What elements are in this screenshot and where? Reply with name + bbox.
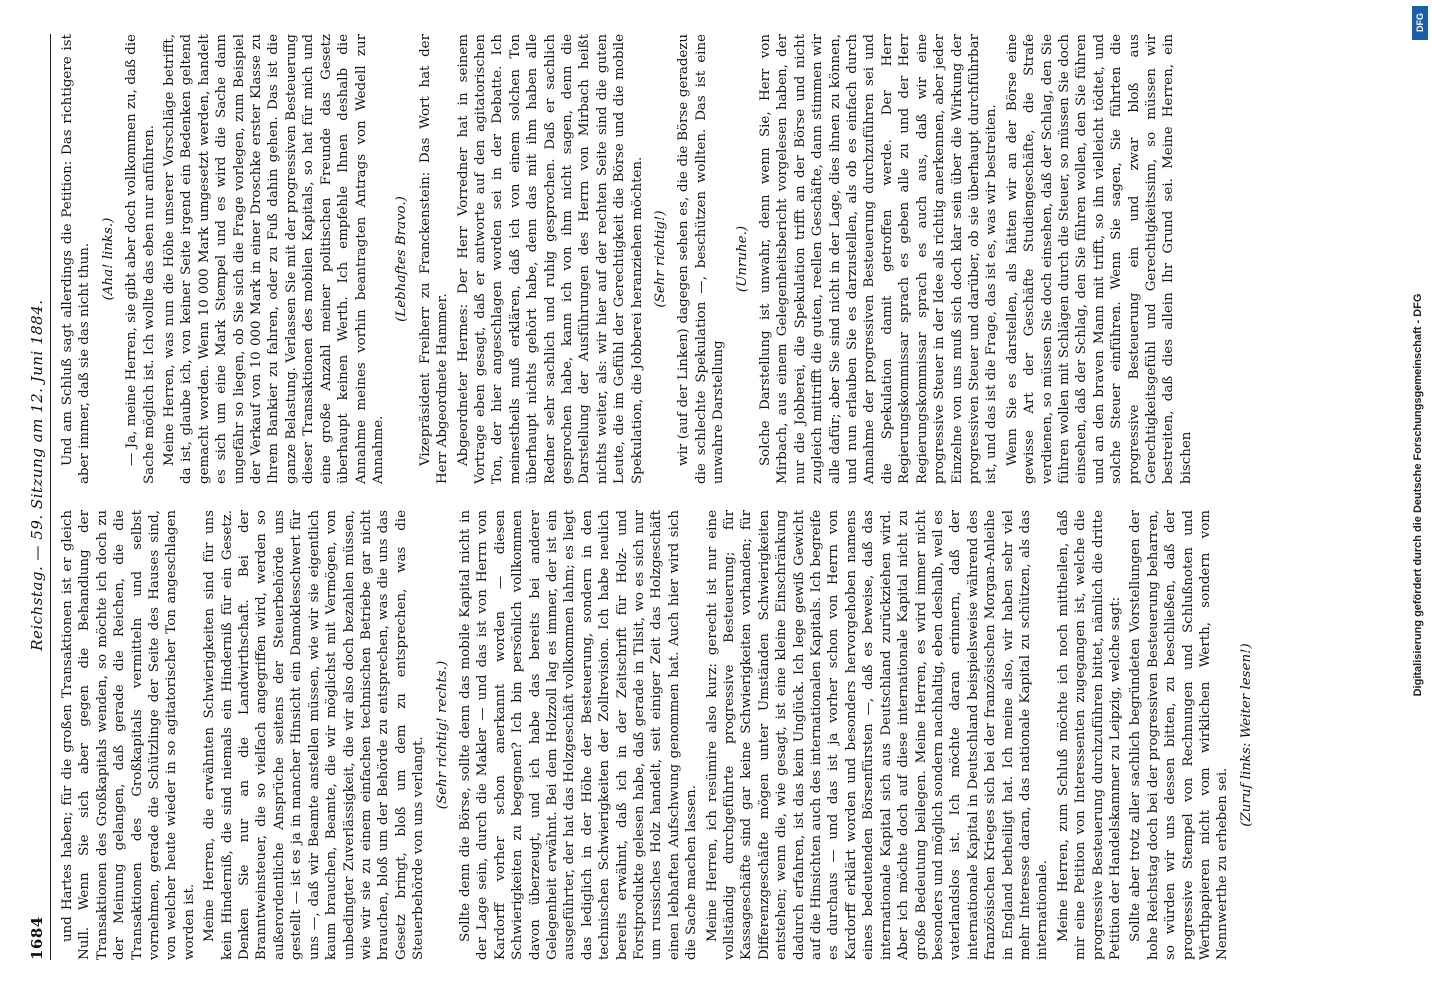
paragraph: Solche Darstellung ist unwahr, denn wenn Sie, Herr von Mirbach, aus einem Gelegenheitsbericht vorgelesen haben, der nur die Jobberei, die Spekulation trifft an der Börse und nicht zugleich mittrifft die guten, reellen Geschäfte, dann stimmen wir alle dafür; aber Sie sind nicht in der Lage, dies ihnen zu können, und nun erlauben Sie es darzustellen, als ob es einfach durch Annahme der progressiven Besteuerung durchzuführen sei und die Spekulation damit getroffen werde. Der Herr Regierungskommissar sprach es geben alle zu und der Herr Regierungskommissar sprach es auch aus, daß wir eine progressive Steuer in der Idee als richtig anerkennen, aber jeder Einzelne von uns muß sich doch klar sein über die Wirkung der progressiven Steuer und darüber, ob sie überhaupt durchführbar ist, und das ist die Frage, das ist es, was wir bestreiten. <box>758 34 1000 484</box>
text-columns <box>59 34 1359 960</box>
paragraph: Meine Herren, ich resümire also kurz: gerecht ist nur eine vollständig durchgeführte progressive Besteuerung; für Kassageschäfte sind gar keine Schwierigkeiten vorhanden; für Differenzgeschäfte mögen unter Umständen Schwierigkeiten entstehen; wenn die, wie gesagt, ist eine kleine Einschränkung dadurch erfahren, ist das kein Unglück. Ich lege gewiß Gewicht auf die Hinsichten auch des internationalen Kapitals. Ich begreife es durchaus — und das ist ja vorher schon von Herrn von Kardorff erklärt worden und besonders hervorgehoben namens eines bedeutenden Börsenfürsten —, daß es beweise, daß das internationale Kapital sich aus Deutschland zurückziehen wird. Aber ich möchte doch auf diese internationale Kapital nicht zu große Bedeutung beilegen. Meine Herren, es wird immer nicht besonders und möglich sondern nachhaltig, eben deshalb, weil es vaterlandslos ist. Ich möchte daran erinnern, daß der internationale Kapital in Deutschland beispielsweise während des französischen Krieges sich bei der französischen Morgan-Anleihe in England betheiligt hat. Ich meine also, wir haben sehr viel mehr Interesse daran, das nationale Kapital zu schützen, als das internationale. <box>704 510 1051 960</box>
paragraph: Meine Herren, die erwähnten Schwierigkeiten sind für uns kein Hinderniß, die sind niemals ein Hinderniß für ein Gesetz. Denken Sie nur an die Landwirthschaft. Bei der Branntweinsteuer, die so vielfach angegriffen wird, werden so außerordentliche Ansprüche seitens der Steuerbehörde uns gestellt — ist es ja in mancher Hinsicht ein Damoklesschwert für uns —, daß wir Beamte anstellen müssen, wie wir sie eigentlich kaum brauchen, Beamte, die wir möglichst mit Vermögen, von unbedingter Zuverlässigkeit, die wir also doch bezahlen müssen, wie wir sie zu einem einfachen technischen Betriebe gar nicht brauchen, bloß um der Behörde zu entsprechen, was die uns das Gesetz bringt, bloß um dem zu entsprechen, was die Steuerbehörde von uns verlangt. <box>202 510 427 960</box>
paragraph: wir (auf der Linken) dagegen sehen es, die die Börse geradezu die schlechte Spekulation —, beschützen wollten. Das ist eine unwahre Darstellung <box>676 34 727 484</box>
paragraph: — Ja, meine Herren, sie gibt aber doch vollkommen zu, daß die Sache möglich ist. Ich wollte das eben nur anführen. <box>124 34 157 484</box>
paragraph: (Aha! links.) <box>100 217 116 301</box>
paragraph: (Zuruf links: Weiter lesen!) <box>1238 643 1254 827</box>
paragraph: (Lebhaftes Bravo.) <box>394 196 410 322</box>
paragraph: (Sehr richtig! rechts.) <box>434 660 450 810</box>
running-title: Reichstag. — 59. Sitzung am 12. Juni 1884. <box>28 299 46 651</box>
paragraph: Sollte aber trotz aller sachlich begründeten Vorstellungen der hohe Reichstag doch bei der progressiven Besteuerung beharren, so würden wir uns dessen bitten, zu beschließen, daß der progressive Stempel von Rechnungen und Schlußnoten und Werthpapieren nicht vom wirklichen Werth, sondern vom Nennwerthe zu erheben sei. <box>1128 510 1231 960</box>
paragraph: Meine Herren, zum Schluß möchte ich noch mittheilen, daß mir eine Petition von Interessenten zugegangen ist, welche die progressive Besteuerung durchzuführen bittet, nämlich die dritte Petition der Handelskammer zu Leipzig, welche sagt: <box>1055 510 1123 960</box>
dfg-logo: DFG <box>1412 6 1428 40</box>
paragraph: Wenn Sie es darstellen, als hätten wir an der Börse eine gewisse Art der Geschäfte Studiengeschäfte, die Strafe verdienen, so müssen Sie doch einsehen, daß der Schlag, den Sie führen wollen mit Schlägen durch die Steuer, so müssen Sie doch einsehen, daß der Schlag, den Sie führen wollen, den Sie führen und an den braven Mann mit trifft, so ihn vielleicht tödtet, und solche Steuer einführen. Wenn Sie sagen, Sie führten die progressive Besteuerung ein und zwar bloß aus Gerechtigkeitsgefühl und Gerechtigkeitssinn, so müssen wir bestreiten, daß dies allein Ihr Grund sei. Meine Herren, ein bischen <box>1004 34 1194 484</box>
paragraph: Abgeordneter Hermes: Der Herr Vorredner hat in seinem Vortrage eben gesagt, daß er antworte auf den agitatorischen Ton, der hier angeschlagen worden sei in der Debatte. Ich meinestheils muß erklären, daß ich von einem solchen Ton überhaupt nichts gehört habe, denn das mit ihm haben alle Redner sehr sachlich und ruhig gesprochen. Daß er sachlich gesprochen habe, kann ich von ihm nicht sagen, denn die Darstellung der Ausführungen des Herrn von Mirbach heißt nichts weiter, als: wir hier auf der rechten Seite sind die guten Leute, die im Gefühl der Gerechtigkeit die Börse und die mobile Spekulation, die Jobberei heranziehen möchten. <box>455 34 645 484</box>
paragraph: (Sehr richtig!) <box>653 210 668 308</box>
paragraph: (Unruhe.) <box>734 225 750 293</box>
paragraph: Und am Schluß sagt allerdings die Petition: Das richtigere ist aber immer, daß sie das nicht thun. <box>60 34 93 484</box>
page-number: 1684 <box>28 916 46 960</box>
left-column <box>59 510 1359 960</box>
paragraph: Vizepräsident Freiherr zu Franckenstein: Das Wort hat der Herr Abgeordnete Hammer. <box>417 34 451 484</box>
digitization-credit-bar <box>1410 0 1432 1000</box>
paragraph: Meine Herren, was nun die Höhe unserer Vorschläge betrifft, da ist, glaube ich, von keiner Seite irgend ein Bedenken geltend gemacht worden. Wenn 10 000 Mark umgesetzt werden, handelt es sich um eine Mark Stempel und es wird die Sache dann ungefähr so liegen, ob Sie sich die Frage vorlegen, zum Beispiel der Verkauf von 10 000 Mark in einer Droschke erster Klasse zu Ihrem Bankier zu fahren, oder zu Fuß dahin gehen. Das ist die ganze Belastung. Verlassen Sie mit der progressiven Besteuerung dieser Transaktionen des mobilen Kapitals, so hat für mich und eine große Anzahl meiner politischen Freunde das Gesetz überhaupt keinen Werth. Ich empfehle Ihnen deshalb die Annahme meines vorhin beantragten Antrags von Wedell zur Annahme. <box>162 34 386 484</box>
page-header <box>28 34 51 960</box>
paragraph: Sollte denn die Börse, sollte denn das mobile Kapital nicht in der Lage sein, durch die Makler — und das ist von Herrn von Kardorff vorher schon anerkannt worden — diesen Schwierigkeiten zu begegnen? Ich bin persönlich vollkommen davon überzeugt, und ich habe das bereits bei anderer Gelegenheit erwähnt. Bei dem Holzzoll lag es immer, der ist ein ausgeführter, der hat das Holzgeschäft vollkommen lahm; es liegt das lediglich in der Höhe der Besteuerung, sondern in den technischen Schwierigkeiten der Zollrevision. Ich habe neulich bereits erwähnt, daß ich in der Zeitschrift für Holz- und Forstprodukte gelesen habe, daß gerade in Tilsit, wo es sich nur um russisches Holz handelt, seit einiger Zeit das Holzgeschäft einen lebhaften Aufschwung genommen hat. Auch hier wird sich die Sache machen lassen. <box>457 510 700 960</box>
digitization-credit: Digitalisierung gefördert durch die Deutsche Forschungsgemeinschaft - DFG <box>1412 293 1424 697</box>
paragraph: und Hartes haben; für die großen Transaktionen ist er gleich Null. Wenn Sie sich aber gegen die Behandlung der Transaktionen des Großkapitals wenden, so möchte ich doch zu der Meinung gelangen, daß gerade die Reichen, die die Transaktionen des Großkapitals vermitteln und selbst vornehmen, gerade die Schützlinge der Seite des Hauses sind, von welcher heute wieder in so agitatorischer Ton angeschlagen worden ist. <box>60 510 197 960</box>
right-column <box>59 34 1359 484</box>
